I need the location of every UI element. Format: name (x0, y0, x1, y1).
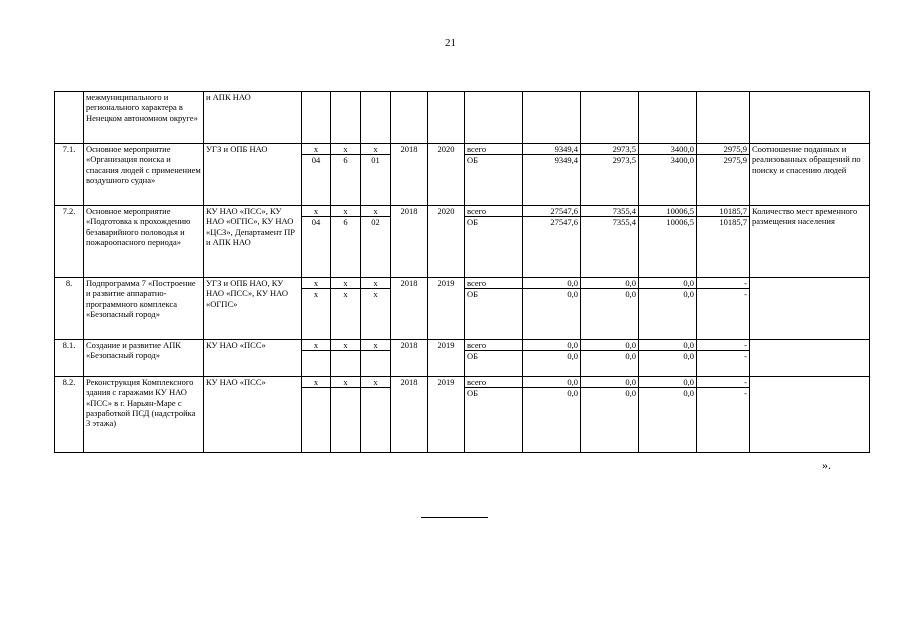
amount-total-total: 0,0 (523, 278, 580, 289)
code-c (361, 92, 391, 144)
measure-name: Реконструкция Комплексного здания с гаражами КУ НАО «ПСС» в г. Нарьян-Маре с разработкой ПСД (надстройка 3 этажа) (84, 377, 204, 453)
amount-year-1-total: 0,0 (581, 278, 638, 289)
code-a-total: х (302, 206, 330, 217)
amount-year-2-ob: 0,0 (683, 388, 694, 399)
code-c-total: х (361, 377, 390, 388)
amount-total (523, 278, 581, 340)
amount-year-1-total: 0,0 (581, 340, 638, 351)
funding-source (465, 278, 523, 340)
amount-year-1-ob: 0,0 (625, 388, 636, 399)
indicator (750, 377, 870, 453)
start-year: 2018 (391, 377, 428, 453)
amount-year-3-total: - (697, 340, 749, 351)
executor: КУ НАО «ПСС» (204, 340, 302, 377)
amount-year-2-ob: 0,0 (683, 289, 694, 300)
code-c-total: х (361, 144, 390, 155)
amount-year-1-ob: 0,0 (625, 351, 636, 362)
funding-source (465, 144, 523, 206)
end-year (428, 92, 465, 144)
executor: КУ НАО «ПСС», КУ НАО «ОГПС», КУ НАО «ЦСЗ», Департамент ПР и АПК НАО (204, 206, 302, 278)
amount-year-2 (639, 144, 697, 206)
funding-source (465, 92, 523, 144)
start-year (391, 92, 428, 144)
amount-total-total: 9349,4 (523, 144, 580, 155)
code-a (302, 377, 331, 453)
amount-year-2 (639, 340, 697, 377)
executor: и АПК НАО (204, 92, 302, 144)
funding-source (465, 340, 523, 377)
indicator: Количество мест временного размещения населения (750, 206, 870, 278)
amount-year-3-total: 2975,9 (697, 144, 749, 155)
code-b-total: х (331, 340, 360, 351)
code-c-total: х (361, 340, 390, 351)
code-b (331, 206, 361, 278)
indicator (750, 92, 870, 144)
code-b (331, 377, 361, 453)
amount-year-2-total: 0,0 (639, 340, 696, 351)
funding-source-ob: ОБ (467, 351, 479, 362)
indicator (750, 278, 870, 340)
code-b (331, 278, 361, 340)
executor: УГЗ и ОПБ НАО, КУ НАО «ПСС», КУ НАО «ОГПС» (204, 278, 302, 340)
code-b-total: х (331, 144, 360, 155)
funding-source-ob: ОБ (467, 289, 479, 300)
row-number: 8. (55, 278, 84, 340)
measure-name: межмуниципального и регионального характера в Ненецком автономном округе» (84, 92, 204, 144)
amount-total (523, 144, 581, 206)
code-b (331, 144, 361, 206)
end-year: 2019 (428, 340, 465, 377)
amount-year-2-total: 0,0 (639, 377, 696, 388)
code-b-ob: 6 (343, 155, 348, 166)
amount-year-3-ob: - (744, 289, 747, 300)
row-number: 8.2. (55, 377, 84, 453)
amount-year-3 (697, 377, 750, 453)
code-b-total: х (331, 278, 360, 289)
amount-year-2-total: 10006,5 (639, 206, 696, 217)
table-row (55, 92, 870, 144)
code-a (302, 278, 331, 340)
code-c-ob: 02 (371, 217, 380, 228)
page-number: 21 (445, 37, 456, 49)
start-year: 2018 (391, 278, 428, 340)
measure-name: Подпрограмма 7 «Построение и развитие аппаратно-программного комплекса «Безопасный город» (84, 278, 204, 340)
funding-source-ob: ОБ (467, 388, 479, 399)
row-number (55, 92, 84, 144)
funding-source-total: всего (465, 340, 522, 351)
amount-year-1-ob: 7355,4 (612, 217, 636, 228)
amount-year-3-total: - (697, 377, 749, 388)
amount-year-2 (639, 92, 697, 144)
amount-year-1-total: 7355,4 (581, 206, 638, 217)
amount-total (523, 206, 581, 278)
end-year: 2020 (428, 206, 465, 278)
amount-total-total: 0,0 (523, 340, 580, 351)
end-year: 2019 (428, 377, 465, 453)
code-b (331, 92, 361, 144)
code-b-ob: 6 (343, 217, 348, 228)
code-a-total: х (302, 144, 330, 155)
amount-year-2-total: 3400,0 (639, 144, 696, 155)
separator-line (421, 517, 488, 518)
code-a-total: х (302, 278, 330, 289)
code-c-ob: 01 (371, 155, 380, 166)
measure-name: Создание и развитие АПК «Безопасный город» (84, 340, 204, 377)
amount-year-3 (697, 92, 750, 144)
start-year: 2018 (391, 340, 428, 377)
amount-year-1-total: 0,0 (581, 377, 638, 388)
program-table (54, 91, 870, 453)
indicator: Соотношение поданных и реализованных обращений по поиску и спасению людей (750, 144, 870, 206)
funding-source-ob: ОБ (467, 217, 479, 228)
amount-total-total: 0,0 (523, 377, 580, 388)
amount-year-2-ob: 10006,5 (666, 217, 694, 228)
funding-source-total: всего (465, 206, 522, 217)
code-c-ob: х (373, 289, 378, 300)
executor: КУ НАО «ПСС» (204, 377, 302, 453)
amount-year-3-total: - (697, 278, 749, 289)
amount-year-1 (581, 340, 639, 377)
code-c (361, 144, 391, 206)
code-c (361, 206, 391, 278)
code-b-total: х (331, 206, 360, 217)
code-a-ob: 04 (311, 155, 321, 166)
funding-source-ob: ОБ (467, 155, 479, 166)
amount-year-1 (581, 377, 639, 453)
amount-total-total: 27547,6 (523, 206, 580, 217)
amount-year-3-ob: 10185,7 (719, 217, 747, 228)
code-a-total: х (302, 340, 330, 351)
code-b-ob: х (343, 289, 348, 300)
code-a (302, 144, 331, 206)
amount-total (523, 340, 581, 377)
amount-year-3 (697, 278, 750, 340)
amount-year-3-ob: - (744, 388, 747, 399)
amount-year-1-ob: 0,0 (625, 289, 636, 300)
amount-total-ob: 0,0 (567, 289, 578, 300)
amount-total-ob: 0,0 (567, 351, 578, 362)
amount-year-1 (581, 206, 639, 278)
amount-year-3-total: 10185,7 (697, 206, 749, 217)
code-a (302, 92, 331, 144)
amount-year-1 (581, 92, 639, 144)
table-row (55, 144, 870, 206)
code-c (361, 377, 391, 453)
code-a (302, 340, 331, 377)
amount-year-2-ob: 3400,0 (670, 155, 694, 166)
code-c (361, 278, 391, 340)
end-year: 2020 (428, 144, 465, 206)
funding-source-total: всего (465, 144, 522, 155)
funding-source (465, 377, 523, 453)
indicator (750, 340, 870, 377)
amount-year-3-ob: - (744, 351, 747, 362)
code-c-total: х (361, 278, 390, 289)
table-row (55, 206, 870, 278)
code-a-ob: 04 (311, 217, 321, 228)
code-a (302, 206, 331, 278)
row-number: 8.1. (55, 340, 84, 377)
funding-source-total: всего (465, 278, 522, 289)
closing-mark: ». (822, 458, 831, 472)
code-b (331, 340, 361, 377)
code-c (361, 340, 391, 377)
amount-year-3 (697, 340, 750, 377)
amount-year-1 (581, 278, 639, 340)
amount-total-ob: 27547,6 (550, 217, 578, 228)
end-year: 2019 (428, 278, 465, 340)
amount-year-2-ob: 0,0 (683, 351, 694, 362)
amount-year-2 (639, 278, 697, 340)
amount-year-3 (697, 144, 750, 206)
amount-total (523, 92, 581, 144)
code-a-ob: х (313, 289, 319, 300)
funding-source-total: всего (465, 377, 522, 388)
amount-year-2 (639, 377, 697, 453)
amount-total (523, 377, 581, 453)
amount-year-2-total: 0,0 (639, 278, 696, 289)
amount-total-ob: 9349,4 (554, 155, 578, 166)
start-year: 2018 (391, 206, 428, 278)
amount-year-1-total: 2973,5 (581, 144, 638, 155)
table-row (55, 377, 870, 453)
amount-year-2 (639, 206, 697, 278)
funding-source (465, 206, 523, 278)
row-number: 7.2. (55, 206, 84, 278)
amount-year-1 (581, 144, 639, 206)
measure-name: Основное мероприятие «Подготовка к прохождению безаварийного половодья и пожароопасного периода» (84, 206, 204, 278)
amount-total-ob: 0,0 (567, 388, 578, 399)
table-row (55, 340, 870, 377)
amount-year-3-ob: 2975,9 (723, 155, 747, 166)
table-row (55, 278, 870, 340)
executor: УГЗ и ОПБ НАО (204, 144, 302, 206)
amount-year-3 (697, 206, 750, 278)
measure-name: Основное мероприятие «Организация поиска и спасания людей с применением воздушного судна» (84, 144, 204, 206)
row-number: 7.1. (55, 144, 84, 206)
code-c-total: х (361, 206, 390, 217)
code-a-total: х (302, 377, 330, 388)
code-b-total: х (331, 377, 360, 388)
start-year: 2018 (391, 144, 428, 206)
amount-year-1-ob: 2973,5 (612, 155, 636, 166)
